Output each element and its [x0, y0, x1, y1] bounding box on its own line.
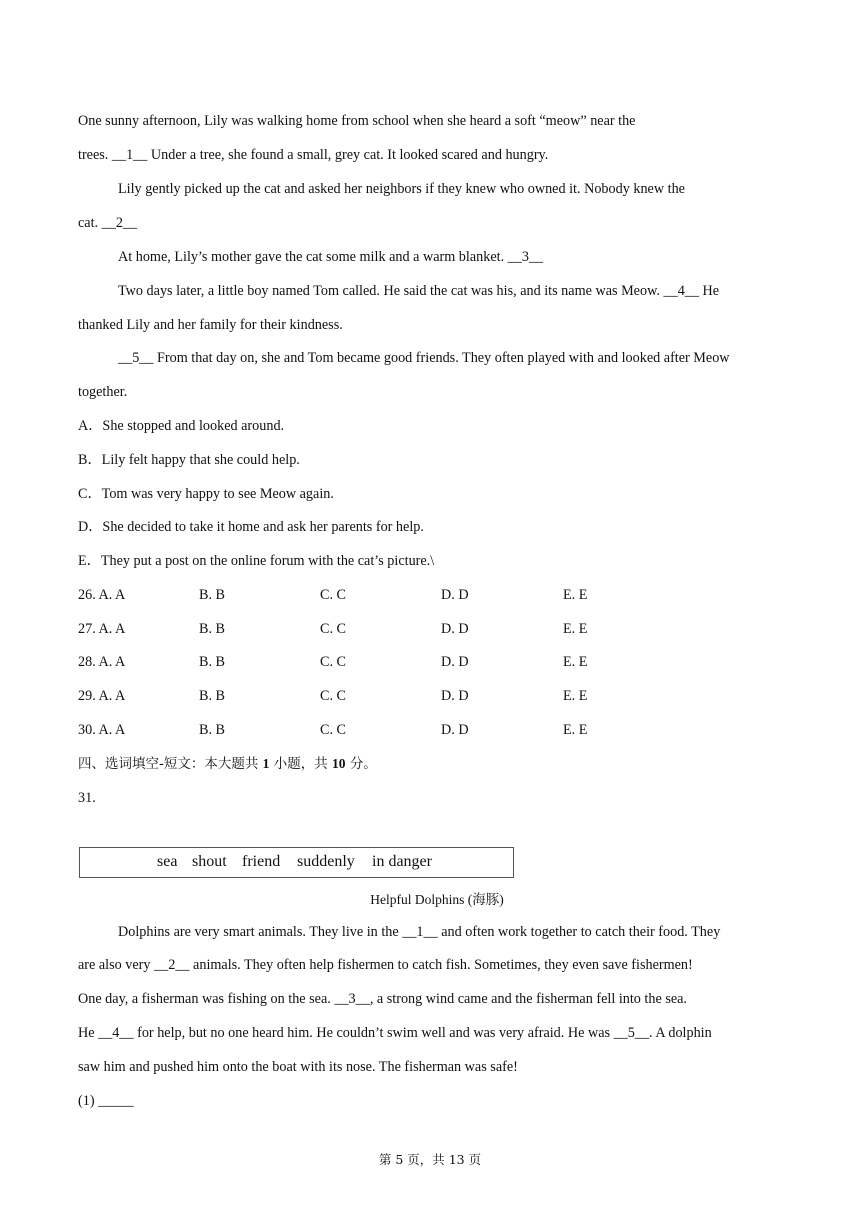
- choice-d[interactable]: D. D: [441, 587, 469, 603]
- text-fragment: He: [78, 1025, 95, 1041]
- text-fragment: One day, a fisherman was fishing on the sea.: [78, 991, 331, 1007]
- passage2-title-text: Helpful Dolphins (海豚): [370, 892, 504, 907]
- text-fragment: are also very: [78, 957, 151, 973]
- blank-3: __3__: [507, 249, 544, 265]
- blank-4: __4__: [663, 283, 699, 299]
- text-fragment: Under a tree, she found a small, grey cat. It looked scared and hungry.: [150, 147, 549, 163]
- passage1-para4-line2: thanked Lily and her family for their kindness.: [78, 317, 343, 333]
- choice-c[interactable]: C. C: [320, 587, 347, 603]
- blank-1: __1__: [111, 147, 148, 163]
- choice-c[interactable]: C. C: [320, 688, 347, 704]
- passage2-line-1: [78, 922, 776, 942]
- word-shout: shout: [192, 853, 227, 870]
- passage1-line-2: [78, 145, 776, 165]
- text-fragment: . A dolphin: [649, 1025, 712, 1041]
- word-friend: friend: [242, 853, 281, 870]
- blank-5: __5__: [118, 350, 154, 366]
- choice-d[interactable]: D. D: [441, 621, 469, 637]
- choice-e[interactable]: E. E: [563, 587, 588, 603]
- passage2-line-3: [78, 989, 776, 1009]
- choice-c[interactable]: C. C: [320, 722, 347, 738]
- choice-b[interactable]: B. B: [199, 621, 226, 637]
- choice-b[interactable]: B. B: [199, 654, 226, 670]
- choice-b[interactable]: B. B: [199, 722, 226, 738]
- choice-a[interactable]: 29. A. A: [78, 688, 126, 704]
- passage1-para5-line2: together.: [78, 384, 128, 400]
- blank-2: __2__: [101, 215, 138, 231]
- option-a: A．She stopped and looked around.: [78, 418, 285, 434]
- blank-1: __1__: [402, 924, 438, 940]
- word-in-danger: in danger: [372, 853, 432, 870]
- choice-e[interactable]: E. E: [563, 688, 588, 704]
- score-total: 10: [332, 756, 346, 771]
- question-count: 1: [262, 756, 270, 771]
- choice-d[interactable]: D. D: [441, 688, 469, 704]
- choice-a[interactable]: 26. A. A: [78, 587, 126, 603]
- word-suddenly: suddenly: [297, 853, 355, 870]
- choice-e[interactable]: E. E: [563, 722, 588, 738]
- choice-d[interactable]: D. D: [441, 654, 469, 670]
- choice-e[interactable]: E. E: [563, 621, 588, 637]
- text-fragment: At home, Lily’s mother gave the cat some milk and a warm blanket.: [118, 249, 505, 265]
- choice-a[interactable]: 28. A. A: [78, 654, 126, 670]
- passage1-para2-line2: [78, 213, 776, 233]
- page-footer: 第 5 页，共 13 页: [378, 1152, 482, 1167]
- text-fragment: 分。: [349, 756, 377, 772]
- choice-c[interactable]: C. C: [320, 621, 347, 637]
- choice-b[interactable]: B. B: [199, 688, 226, 704]
- text-fragment: From that day on, she and Tom became good friends. They often played with and looked after Meow: [157, 350, 730, 366]
- passage2-line-4: [78, 1023, 776, 1043]
- text-fragment: 小题，共: [273, 756, 328, 772]
- blank-2: __2__: [154, 957, 190, 973]
- choice-a[interactable]: 30. A. A: [78, 722, 126, 738]
- choice-b[interactable]: B. B: [199, 587, 226, 603]
- option-b: B．Lily felt happy that she could help.: [78, 452, 300, 468]
- text-fragment: Two days later, a little boy named Tom called. He said the cat was his, and its name was Meow.: [118, 283, 660, 299]
- text-fragment: Dolphins are very smart animals. They live in the: [118, 924, 399, 940]
- passage2-line-5: saw him and pushed him onto the boat with its nose. The fisherman was safe!: [78, 1059, 518, 1075]
- choice-e[interactable]: E. E: [563, 654, 588, 670]
- passage1-line-1: One sunny afternoon, Lily was walking home from school when she heard a soft “meow” near the: [78, 113, 636, 129]
- word-sea: sea: [157, 853, 178, 870]
- blank-4: __4__: [98, 1025, 134, 1041]
- blank-3: __3__: [334, 991, 370, 1007]
- passage2-title: [0, 888, 860, 908]
- text-fragment: animals. They often help fishermen to catch fish. Sometimes, they even save fishermen!: [193, 957, 693, 973]
- text-fragment: , a strong wind came and the fisherman fell into the sea.: [369, 991, 687, 1007]
- passage1-para3: [78, 247, 776, 267]
- option-d: D．She decided to take it home and ask her parents for help.: [78, 519, 424, 535]
- text-fragment: 四、选词填空-短文：本大题共: [78, 756, 259, 772]
- section-4-title: [78, 754, 776, 774]
- text-fragment: trees.: [78, 147, 109, 163]
- passage2-line-2: [78, 955, 776, 975]
- passage1-para4-line1: [78, 281, 776, 301]
- answer-line-1[interactable]: (1) _____: [78, 1093, 134, 1109]
- option-e: E．They put a post on the online forum with the cat’s picture.\: [78, 553, 435, 569]
- blank-5: __5__: [613, 1025, 650, 1041]
- choice-a[interactable]: 27. A. A: [78, 621, 126, 637]
- passage1-para2-line1: Lily gently picked up the cat and asked her neighbors if they knew who owned it. Nobody knew the: [118, 181, 685, 197]
- word-bank-box: [79, 847, 514, 878]
- text-fragment: cat.: [78, 215, 99, 231]
- question-number-31: 31.: [78, 790, 96, 806]
- choice-d[interactable]: D. D: [441, 722, 469, 738]
- text-fragment: He: [702, 283, 720, 299]
- passage1-para5-line1: [78, 348, 776, 368]
- choice-c[interactable]: C. C: [320, 654, 347, 670]
- text-fragment: and often work together to catch their food. They: [441, 924, 721, 940]
- text-fragment: for help, but no one heard him. He couldn’t swim well and was very afraid. He was: [137, 1025, 611, 1041]
- option-c: C．Tom was very happy to see Meow again.: [78, 486, 334, 502]
